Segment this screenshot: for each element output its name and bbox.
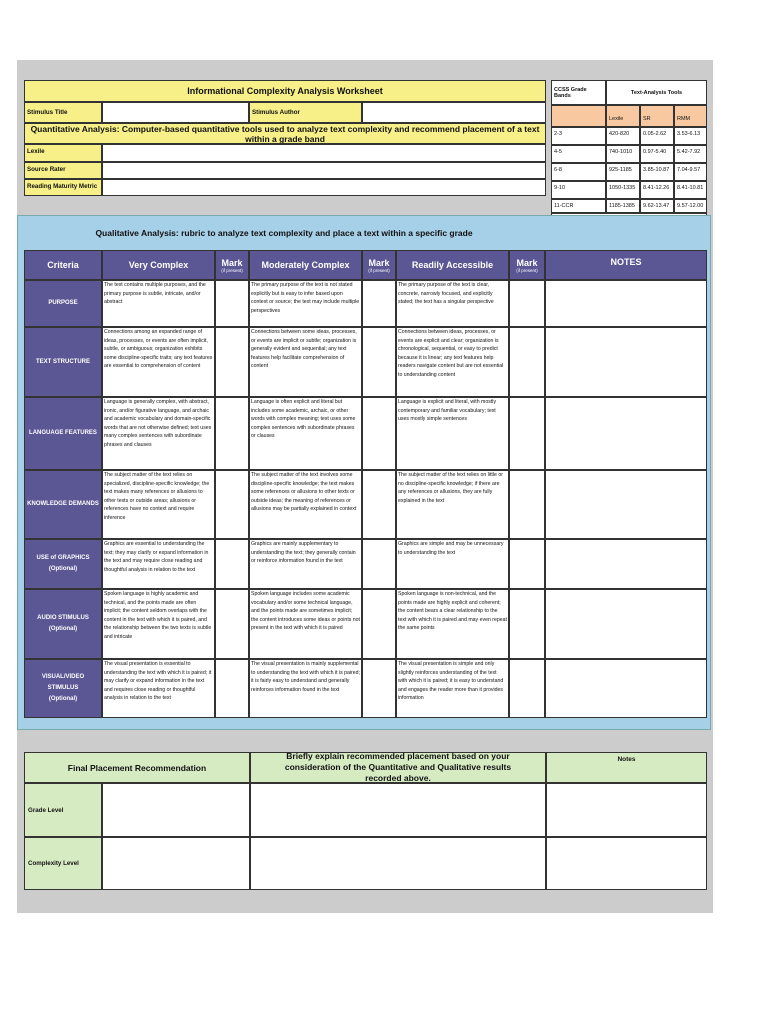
- notes-cell[interactable]: [545, 659, 707, 718]
- criterion-use-of-graphics: USE of GRAPHICS (Optional): [24, 539, 102, 589]
- notes-cell[interactable]: [545, 539, 707, 589]
- very-complex-descriptor: The visual presentation is essential to understanding the text with which it is paired; it may clarify or expand information in the text and requires close reading or thoughtful analysis in relation to the text: [102, 659, 215, 718]
- ccss-band: 4-5: [551, 145, 606, 163]
- ccss-tools-header: Text-Analysis Tools: [606, 80, 707, 105]
- criteria-header: Criteria: [24, 250, 102, 280]
- mark-moderately-complex[interactable]: [362, 280, 396, 327]
- ccss-lexile: 1050-1335: [606, 181, 640, 199]
- final-placement-instruction: Briefly explain recommended placement based on your consideration of the Quantitative and Qualitative results recorded above.: [250, 752, 546, 783]
- mark-readily-accessible[interactable]: [509, 539, 545, 589]
- readily-accessible-descriptor: Connections between ideas, processes, or events are explicit and clear; organization is chronological, sequential, or easy to predict because it is linear; any text features help readers navigate content but are not essential to understanding content: [396, 327, 509, 397]
- mark-readily-accessible[interactable]: [509, 470, 545, 539]
- ccss-sr: 0.05-2.62: [640, 127, 674, 145]
- mark-moderately-complex[interactable]: [362, 327, 396, 397]
- grade-level-label: Grade Level: [24, 783, 102, 837]
- final-placement-heading: Final Placement Recommendation: [24, 752, 250, 783]
- ccss-band: 2-3: [551, 127, 606, 145]
- very-complex-descriptor: Graphics are essential to understanding the text; they may clarify or expand information in the text and may require close reading and thoughtful analysis in relation to the text: [102, 539, 215, 589]
- mark-very-complex[interactable]: [215, 589, 249, 659]
- final-notes-header: Notes: [546, 752, 707, 783]
- qualitative-heading: Qualitative Analysis: rubric to analyze text complexity and place a text within a specific grade: [95, 228, 473, 238]
- notes-cell[interactable]: [545, 470, 707, 539]
- criterion-purpose: PURPOSE: [24, 280, 102, 327]
- criterion-knowledge-demands: KNOWLEDGE DEMANDS: [24, 470, 102, 539]
- very-complex-descriptor: Language is generally complex, with abstract, ironic, and/or figurative language, and archaic and academic vocabulary and domain-specific words that are not otherwise defined; text uses many complex sentences with subordinate phrases and clauses: [102, 397, 215, 470]
- ccss-sr: 9.62-13.47: [640, 199, 674, 213]
- complexity-level-explanation-field[interactable]: [250, 837, 546, 890]
- mark-moderately-complex[interactable]: [362, 659, 396, 718]
- mark-header-moderate: Mark (if present): [362, 250, 396, 280]
- very-complex-descriptor: Connections among an expanded range of ideas, processes, or events are often implicit, subtle, or ambiguous; organization exhibits some discipline-specific traits; any text features are essential to comprehension of content: [102, 327, 215, 397]
- readily-accessible-descriptor: The subject matter of the text relies on little or no discipline-specific knowledge; if there are any references or allusions, they are fully explained in the text: [396, 470, 509, 539]
- moderately-complex-descriptor: Graphics are mainly supplementary to understanding the text; they generally contain or reinforce information found in the text: [249, 539, 362, 589]
- very-complex-descriptor: Spoken language is highly academic and technical, and the points made are often implicit; the content seldom overlaps with the content in the text with which it is paired, and the relationship between the two texts is subtle and intricate: [102, 589, 215, 659]
- notes-cell[interactable]: [545, 280, 707, 327]
- notes-cell[interactable]: [545, 589, 707, 659]
- ccss-lexile: 925-1185: [606, 163, 640, 181]
- complexity-level-field[interactable]: [102, 837, 250, 890]
- moderately-complex-descriptor: Connections between some ideas, processes, or events are implicit or subtle; organization is generally evident and sequential; any text features help facilitate comprehension of content: [249, 327, 362, 397]
- metric-field-lexile[interactable]: [102, 144, 546, 162]
- moderately-complex-descriptor: The subject matter of the text involves some discipline-specific knowledge; the text makes some references or allusions to other texts or outside ideas; the meaning of references or allusions may be partially explained in context: [249, 470, 362, 539]
- mark-header-very: Mark (if present): [215, 250, 249, 280]
- mark-very-complex[interactable]: [215, 539, 249, 589]
- notes-cell[interactable]: [545, 397, 707, 470]
- quantitative-heading: Quantitative Analysis: Computer-based quantitative tools used to analyze text complexity and recommend placement of a text within a grade band: [24, 123, 546, 144]
- worksheet-title: Informational Complexity Analysis Worksheet: [24, 80, 546, 102]
- ccss-header-blank: [551, 105, 606, 127]
- ccss-sr: 8.41-12.26: [640, 181, 674, 199]
- very-complex-descriptor: The subject matter of the text relies on specialized, discipline-specific knowledge; the text makes many references or allusions to other texts or outside areas; allusions or references have no context and require inference: [102, 470, 215, 539]
- very-complex-header: Very Complex: [102, 250, 215, 280]
- ccss-grade-bands-header: CCSS Grade Bands: [551, 80, 606, 105]
- ccss-sr: 0.97-5.40: [640, 145, 674, 163]
- grade-level-notes-field[interactable]: [546, 783, 707, 837]
- mark-readily-accessible[interactable]: [509, 659, 545, 718]
- moderately-complex-descriptor: Spoken language includes some academic vocabulary and/or some technical language, and the points made are sometimes implicit; the content introduces some ideas or points not present in the text with which it is paired: [249, 589, 362, 659]
- ccss-rmm: 9.57-12.00: [674, 199, 707, 213]
- ccss-lexile: 740-1010: [606, 145, 640, 163]
- grade-level-explanation-field[interactable]: [250, 783, 546, 837]
- metric-field-source-rater[interactable]: [102, 162, 546, 179]
- ccss-col-lexile: Lexile: [606, 105, 640, 127]
- ccss-rmm: 3.53-6.13: [674, 127, 707, 145]
- ccss-sr: 3.85-10.87: [640, 163, 674, 181]
- grade-level-field[interactable]: [102, 783, 250, 837]
- stimulus-title-field[interactable]: [102, 102, 249, 123]
- mark-moderately-complex[interactable]: [362, 397, 396, 470]
- stimulus-title-label: Stimulus Title: [24, 102, 102, 123]
- ccss-col-sr: SR: [640, 105, 674, 127]
- ccss-rmm: 8.41-10.81: [674, 181, 707, 199]
- moderately-complex-header: Moderately Complex: [249, 250, 362, 280]
- stimulus-author-label: Stimulus Author: [249, 102, 362, 123]
- mark-readily-accessible[interactable]: [509, 280, 545, 327]
- readily-accessible-descriptor: Spoken language is non-technical, and the points made are highly explicit and coherent; the content bears a clear relationship to the text with which it is paired and may even repeat the same points: [396, 589, 509, 659]
- moderately-complex-descriptor: Language is often explicit and literal but includes some academic, archaic, or other words with complex meaning; text uses some complex sentences with subordinate phrases or clauses: [249, 397, 362, 470]
- complexity-level-label: Complexity Level: [24, 837, 102, 890]
- ccss-rmm: 7.04-9.57: [674, 163, 707, 181]
- mark-moderately-complex[interactable]: [362, 539, 396, 589]
- mark-very-complex[interactable]: [215, 470, 249, 539]
- criterion-audio-stimulus: AUDIO STIMULUS (Optional): [24, 589, 102, 659]
- moderately-complex-descriptor: The visual presentation is mainly supplemental to understanding the text with which it is paired; it is fairly easy to understand and generally reinforces information found in the text: [249, 659, 362, 718]
- readily-accessible-descriptor: Graphics are simple and may be unnecessary to understanding the text: [396, 539, 509, 589]
- mark-very-complex[interactable]: [215, 397, 249, 470]
- mark-readily-accessible[interactable]: [509, 589, 545, 659]
- ccss-band: 9-10: [551, 181, 606, 199]
- mark-readily-accessible[interactable]: [509, 397, 545, 470]
- ccss-lexile: 1185-1385: [606, 199, 640, 213]
- criterion-visual-video-stimulus: VISUAL/VIDEO STIMULUS (Optional): [24, 659, 102, 718]
- metric-label-reading-maturity: Reading Maturity Metric: [24, 179, 102, 196]
- moderately-complex-descriptor: The primary purpose of the text is not stated explicitly but is easy to infer based upon context or source; the text may include multiple perspectives: [249, 280, 362, 327]
- mark-moderately-complex[interactable]: [362, 589, 396, 659]
- mark-very-complex[interactable]: [215, 659, 249, 718]
- ccss-band: 11-CCR: [551, 199, 606, 213]
- ccss-col-rmm: RMM: [674, 105, 707, 127]
- metric-label-source-rater: Source Rater: [24, 162, 102, 179]
- metric-field-reading-maturity[interactable]: [102, 179, 546, 196]
- notes-cell[interactable]: [545, 327, 707, 397]
- stimulus-author-field[interactable]: [362, 102, 546, 123]
- readily-accessible-descriptor: Language is explicit and literal, with mostly contemporary and familiar vocabulary; text uses mostly simple sentences: [396, 397, 509, 470]
- ccss-lexile: 420-820: [606, 127, 640, 145]
- mark-header-readily: Mark (if present): [509, 250, 545, 280]
- ccss-rmm: 5.42-7.92: [674, 145, 707, 163]
- mark-readily-accessible[interactable]: [509, 327, 545, 397]
- mark-moderately-complex[interactable]: [362, 470, 396, 539]
- complexity-level-notes-field[interactable]: [546, 837, 707, 890]
- readily-accessible-descriptor: The primary purpose of the text is clear, concrete, narrowly focused, and explicitly stated; the text has a singular perspective: [396, 280, 509, 327]
- readily-accessible-header: Readily Accessible: [396, 250, 509, 280]
- mark-very-complex[interactable]: [215, 280, 249, 327]
- readily-accessible-descriptor: The visual presentation is simple and only slightly reinforces understanding of the text with which it is paired; it is easy to understand and engages the reader more than it provides information: [396, 659, 509, 718]
- very-complex-descriptor: The text contains multiple purposes, and the primary purpose is subtle, intricate, and/or abstract: [102, 280, 215, 327]
- criterion-language-features: LANGUAGE FEATURES: [24, 397, 102, 470]
- notes-header: NOTES: [545, 250, 707, 280]
- criterion-text-structure: TEXT STRUCTURE: [24, 327, 102, 397]
- mark-very-complex[interactable]: [215, 327, 249, 397]
- ccss-band: 6-8: [551, 163, 606, 181]
- metric-label-lexile: Lexile: [24, 144, 102, 162]
